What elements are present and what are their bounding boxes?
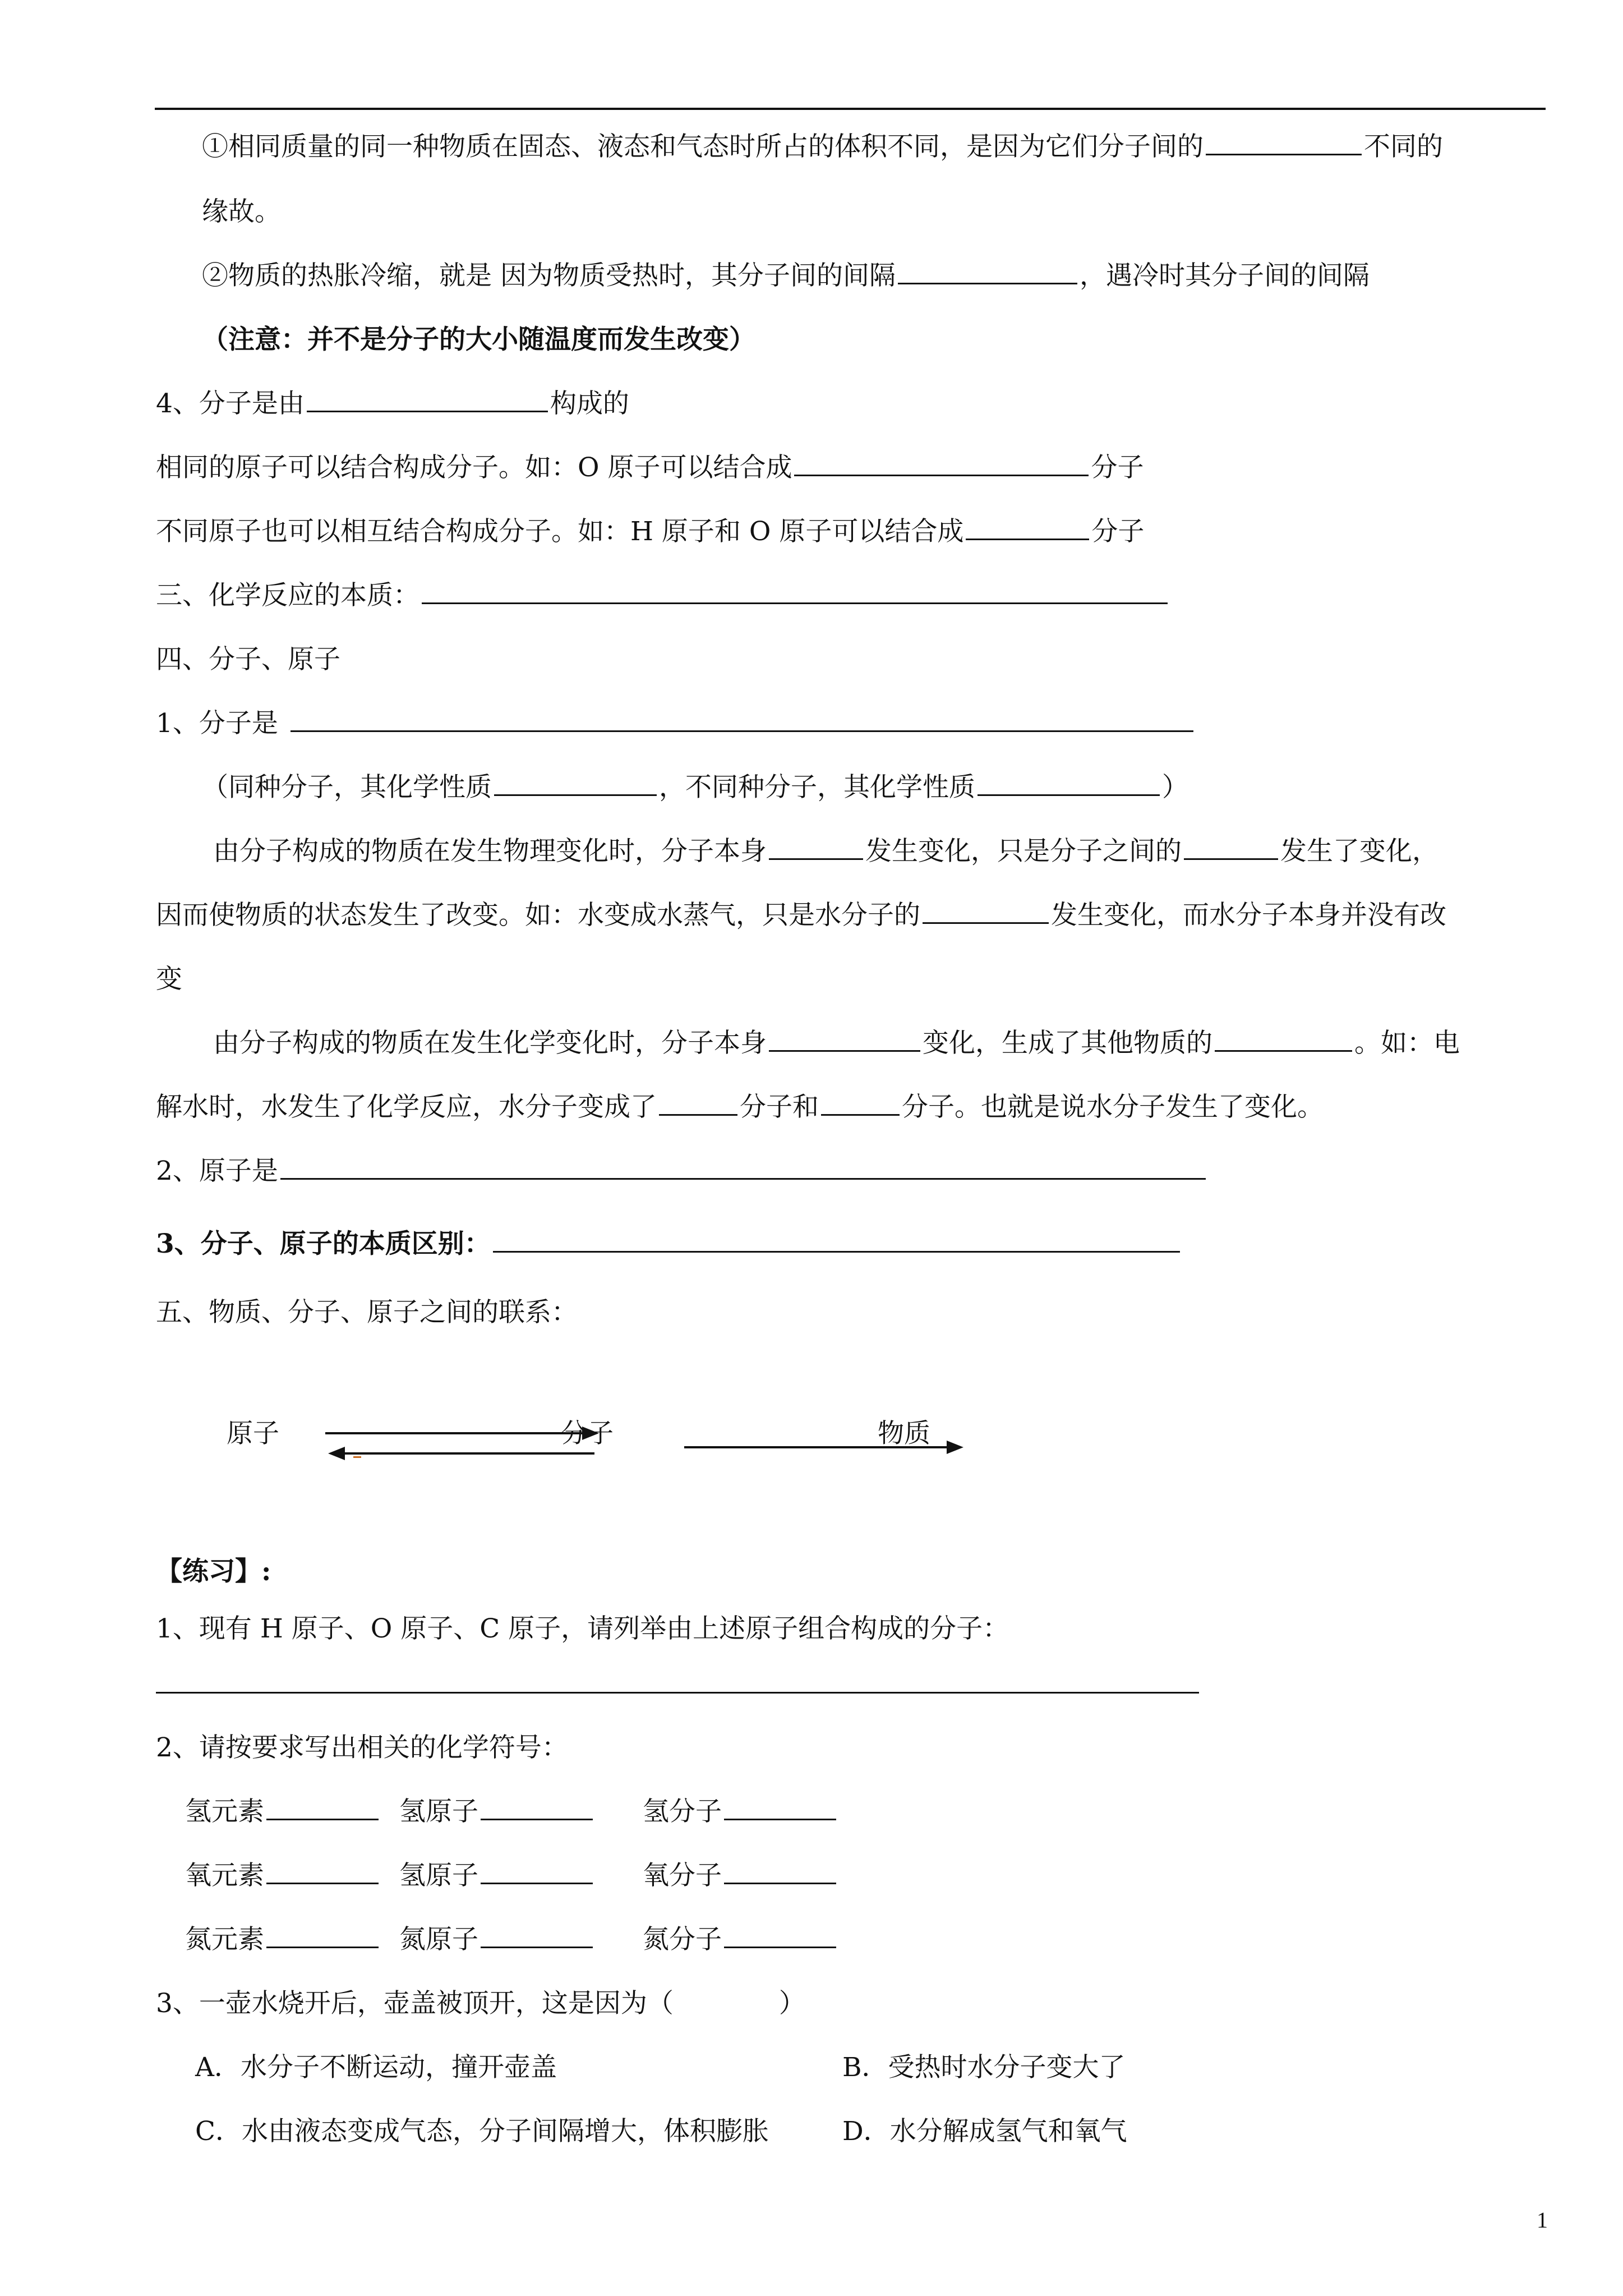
arrow-head-right-icon: [947, 1441, 963, 1454]
symbol-row-1: [185, 1798, 381, 1825]
fill-blank[interactable]: [493, 1249, 1180, 1253]
option-d[interactable]: D．水分解成氢气和氧气: [842, 2116, 1127, 2147]
symbol-row-3c: [643, 1926, 838, 1953]
fill-blank[interactable]: [724, 1880, 836, 1884]
symbol-row-1b: [399, 1798, 595, 1825]
option-b[interactable]: B．受热时水分子变大了: [842, 2052, 1126, 2083]
stray-mark: [353, 1456, 361, 1458]
fill-blank[interactable]: [1206, 151, 1362, 155]
text: ）: [1162, 772, 1188, 803]
fill-blank[interactable]: [978, 792, 1160, 796]
symbol-row-2b: [399, 1862, 595, 1889]
text: 氢分子: [643, 1796, 722, 1827]
arrow-atom-to-molecule: [325, 1432, 583, 1434]
essential-diff-line: [156, 1228, 1182, 1259]
fill-blank[interactable]: [966, 536, 1089, 540]
text: 三、化学反应的本质：: [156, 580, 419, 611]
practice-q2: 2、请按要求写出相关的化学符号：: [156, 1732, 568, 1763]
fill-blank[interactable]: [266, 1816, 379, 1820]
chem-change-line2: [156, 1094, 1324, 1120]
fill-blank[interactable]: [280, 1176, 1206, 1180]
symbol-row-2: [185, 1862, 381, 1889]
text: 不同原子也可以相互结合构成分子。如：H 原子和 O 原子可以结合成: [156, 516, 964, 547]
fill-blank[interactable]: [422, 600, 1168, 604]
practice-q1: 1、现有 H 原子、O 原子、C 原子，请列举由上述原子组合构成的分子：: [156, 1613, 1009, 1644]
symbol-row-2c: [643, 1862, 838, 1889]
chem-change-line1: [213, 1028, 1460, 1059]
arrow-molecule-to-substance: [684, 1446, 948, 1448]
text: ②物质的热胀冷缩，就是 因为物质受热时，其分子间的间隔: [202, 260, 896, 291]
fill-blank[interactable]: [1184, 856, 1278, 860]
text: 2、原子是: [156, 1156, 278, 1186]
option-c[interactable]: C．水由液态变成气态，分子间隔增大，体积膨胀: [195, 2116, 769, 2147]
symbol-row-1c: [643, 1798, 838, 1825]
answer-line[interactable]: [156, 1692, 1199, 1694]
text: 由分子构成的物质在发生物理变化时，分子本身: [213, 836, 767, 867]
fill-blank[interactable]: [266, 1880, 379, 1884]
text: （同种分子，其化学性质: [202, 772, 492, 803]
sec-three-line: [156, 582, 1170, 609]
molecule-def-line: [156, 710, 1196, 737]
arrow-head-left-icon: [328, 1447, 345, 1460]
text: 4、分子是由: [156, 388, 305, 419]
label-molecule: 分子: [561, 1418, 614, 1449]
para-volume-line1: [202, 131, 1443, 162]
fill-blank[interactable]: [266, 1944, 379, 1948]
text: 发生变化，而水分子本身并没有改: [1051, 900, 1446, 931]
fill-blank[interactable]: [898, 280, 1077, 284]
symbol-row-3: [185, 1926, 381, 1953]
item4-line: [156, 390, 629, 417]
fill-blank[interactable]: [481, 1944, 593, 1948]
option-a[interactable]: A．水分子不断运动，撞开壶盖: [195, 2052, 557, 2083]
page-number: 1: [1537, 2207, 1548, 2233]
fill-blank[interactable]: [291, 728, 1193, 732]
text: ，遇冷时其分子间的间隔: [1079, 260, 1370, 291]
text: 氢元素: [185, 1796, 264, 1827]
phys-change-line3: 变: [156, 964, 182, 995]
item4-same-atoms: [156, 454, 1144, 481]
text: 3、分子、原子的本质区别：: [156, 1228, 491, 1259]
para-thermal: [202, 260, 1370, 291]
practice-title: 【练习】:: [156, 1556, 271, 1587]
text: ，不同种分子，其化学性质: [659, 772, 975, 803]
symbol-row-3b: [399, 1926, 595, 1953]
sec-five-title: 五、物质、分子、原子之间的联系：: [156, 1297, 578, 1328]
note-line: （注意：并不是分子的大小随温度而发生改变）: [202, 324, 755, 355]
label-atom: 原子: [227, 1418, 279, 1449]
text: 缘故。: [202, 196, 281, 227]
text: 氢原子: [399, 1860, 478, 1891]
text: 分子和: [740, 1092, 819, 1122]
text: 氮原子: [399, 1924, 478, 1955]
fill-blank[interactable]: [481, 1816, 593, 1820]
fill-blank[interactable]: [821, 1112, 900, 1116]
fill-blank[interactable]: [923, 920, 1049, 924]
text: 分子: [1091, 516, 1145, 547]
text: 氮元素: [185, 1924, 264, 1955]
text: 由分子构成的物质在发生化学变化时，分子本身: [213, 1028, 767, 1059]
arrow-molecule-to-atom: [345, 1452, 594, 1455]
text: 氮分子: [643, 1924, 722, 1955]
text: ①相同质量的同一种物质在固态、液态和气态时所占的体积不同，是因为它们分子间的: [202, 131, 1204, 162]
fill-blank[interactable]: [1215, 1048, 1352, 1052]
text: 。如：电: [1354, 1028, 1460, 1059]
fill-blank[interactable]: [494, 792, 657, 796]
label-substance: 物质: [878, 1418, 930, 1449]
para-volume-line2: [202, 196, 281, 227]
text: 氢原子: [399, 1796, 478, 1827]
text: 1、分子是: [156, 708, 278, 739]
text: 相同的原子可以结合构成分子。如：O 原子可以结合成: [156, 452, 792, 483]
fill-blank[interactable]: [724, 1816, 836, 1820]
sec-four-title: 四、分子、原子: [156, 644, 340, 675]
text: 变化，生成了其他物质的: [923, 1028, 1212, 1059]
text: 分子。也就是说水分子发生了变化。: [902, 1092, 1324, 1122]
text: 构成的: [550, 388, 629, 419]
header-rule: [155, 108, 1546, 110]
phys-change-line1: [213, 836, 1438, 867]
fill-blank[interactable]: [659, 1112, 737, 1116]
text: 不同的: [1364, 131, 1443, 162]
arrow-head-right-icon: [582, 1427, 599, 1440]
fill-blank[interactable]: [769, 856, 863, 860]
text: 因而使物质的状态发生了改变。如：水变成水蒸气，只是水分子的: [156, 900, 920, 931]
item4-diff-atoms: [156, 518, 1144, 545]
fill-blank[interactable]: [769, 1048, 920, 1052]
phys-change-line2: [156, 900, 1446, 931]
text: 发生变化，只是分子之间的: [865, 836, 1182, 867]
chem-property-line: [202, 772, 1188, 803]
text: 解水时，水发生了化学反应，水分子变成了: [156, 1092, 657, 1122]
atom-def-line: [156, 1158, 1208, 1184]
fill-blank[interactable]: [724, 1944, 836, 1948]
fill-blank[interactable]: [307, 408, 548, 412]
fill-blank[interactable]: [794, 472, 1089, 476]
text: 氧分子: [643, 1860, 722, 1891]
text: 发生了变化，: [1280, 836, 1438, 867]
text: 氧元素: [185, 1860, 264, 1891]
practice-q3: 3、一壶水烧开后，壶盖被顶开，这是因为（ ）: [156, 1988, 805, 2019]
fill-blank[interactable]: [481, 1880, 593, 1884]
text: 分子: [1091, 452, 1144, 483]
